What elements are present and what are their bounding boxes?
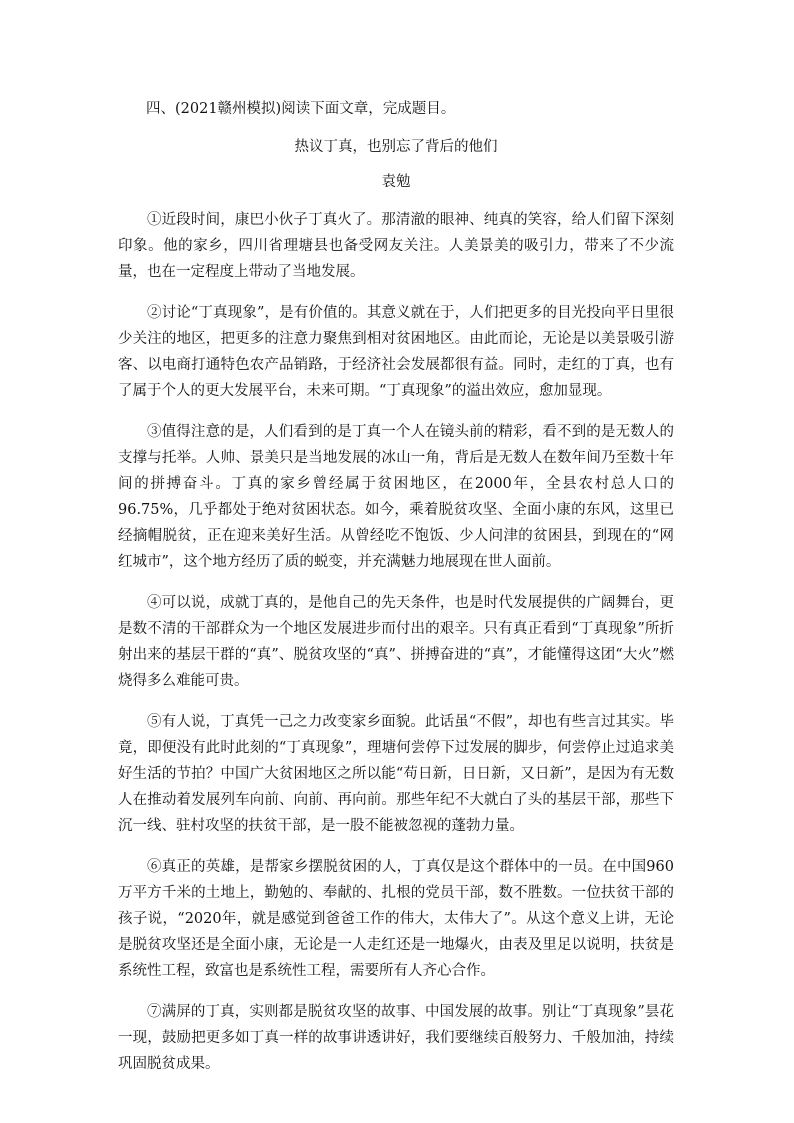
paragraph-4: ④可以说，成就丁真的，是他自己的先天条件，也是时代发展提供的广阔舞台，更是数不清的干部群众为一个地区发展进步而付出的艰辛。只有真正看到“丁真现象”所折射出来的基层干群的“真”、脱贫攻坚的“真”、拼搏奋进的“真”，才能懂得这团“大火”燃烧得多么难能可贵。 [118, 595, 674, 689]
question-header: 四、(2021赣州模拟)阅读下面文章，完成题目。 [146, 101, 456, 117]
article-author: 袁勉 [381, 174, 411, 190]
paragraph-3: ③值得注意的是，人们看到的是丁真一个人在镜头前的精彩，看不到的是无数人的支撑与托举。人帅、景美只是当地发展的冰山一角，背后是无数人在数年间乃至数十年间的拼搏奋斗。丁真的家乡曾经属于贫困地区，在2000年，全县农村总人口的96.75%，几乎都处于绝对贫困状态。如今，乘着脱贫攻坚、全面小康的东风，这里已经摘帽脱贫，正在迎来美好生活。从曾经吃不饱饭、少人问津的贫困县，到现在的“网红城市”，这个地方经历了质的蜕变，并充满魅力地展现在世人面前。 [118, 424, 674, 570]
document-page [118, 96, 674, 1092]
paragraph-5: ⑤有人说，丁真凭一己之力改变家乡面貌。此话虽“不假”，却也有些言过其实。毕竟，即便没有此时此刻的“丁真现象”，理塘何尝停下过发展的脚步，何尝停止过追求美好生活的节拍？中国广大贫困地区之所以能“苟日新，日日新，又日新”，是因为有无数人在推动着发展列车向前、向前、再向前。那些年纪不大就白了头的基层干部，那些下沉一线、驻村攻坚的扶贫干部，是一股不能被忽视的蓬勃力量。 [118, 714, 674, 834]
paragraph-1: ①近段时间，康巴小伙子丁真火了。那清澈的眼神、纯真的笑容，给人们留下深刻印象。他的家乡，四川省理塘县也备受网友关注。人美景美的吸引力，带来了不少流量，也在一定程度上带动了当地发展。 [118, 212, 674, 280]
paragraph-2: ②讨论“丁真现象”，是有价值的。其意义就在于，人们把更多的目光投向平日里很少关注的地区，把更多的注意力聚焦到相对贫困地区。由此而论，无论是以美景吸引游客、以电商打通特色农产品销路，于经济社会发展都很有益。同时，走红的丁真，也有了属于个人的更大发展平台，未来可期。“丁真现象”的溢出效应，愈加显现。 [118, 305, 674, 399]
article-title: 热议丁真，也别忘了背后的他们 [294, 139, 498, 155]
paragraph-6: ⑥真正的英雄，是帮家乡摆脱贫困的人，丁真仅是这个群体中的一员。在中国960万平方千米的土地上，勤勉的、奉献的、扎根的党员干部，数不胜数。一位扶贫干部的孩子说，“2020年，就是感觉到爸爸工作的伟大，太伟大了”。从这个意义上讲，无论是脱贫攻坚还是全面小康，无论是一人走红还是一地爆火，由表及里足以说明，扶贫是系统性工程，致富也是系统性工程，需要所有人齐心合作。 [118, 859, 674, 979]
paragraph-7: ⑦满屏的丁真，实则都是脱贫攻坚的故事、中国发展的故事。别让“丁真现象”昙花一现，鼓励把更多如丁真一样的故事讲透讲好，我们要继续百般努力、千般加油，持续巩固脱贫成果。 [118, 1004, 674, 1072]
